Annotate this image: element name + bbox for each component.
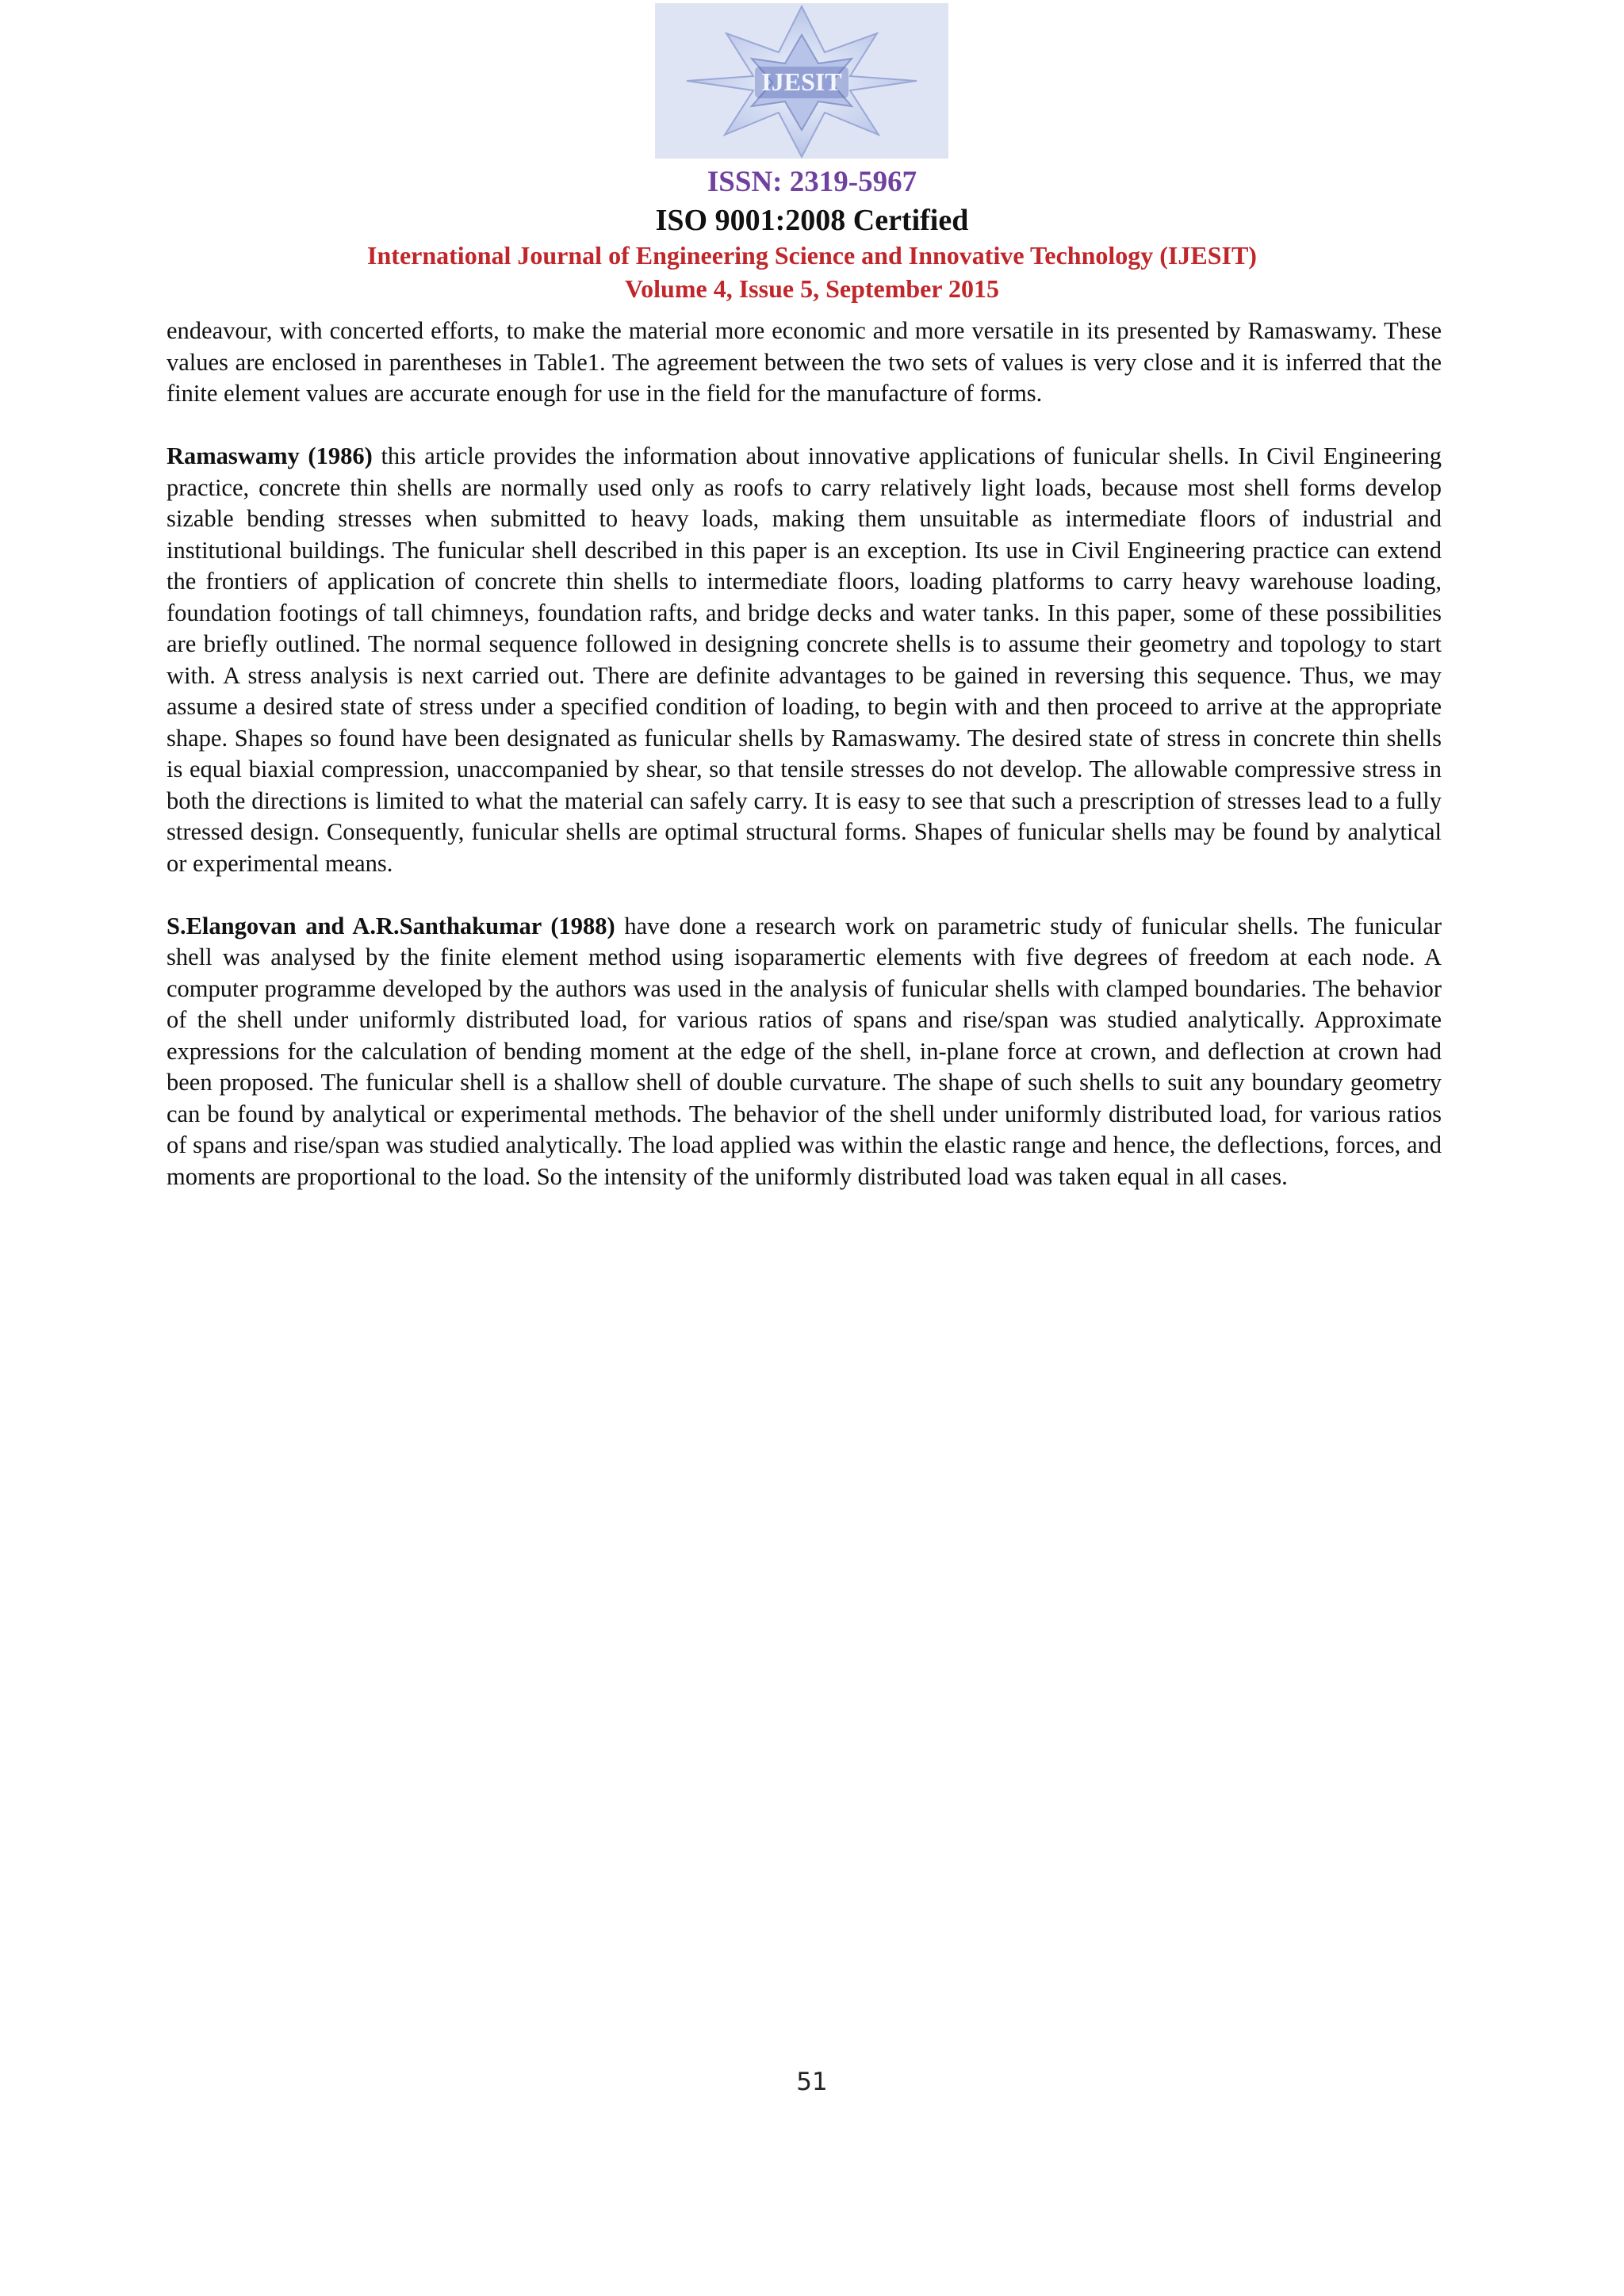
paragraph-2 <box>167 441 1442 879</box>
certification-line: ISO 9001:2008 Certified <box>655 204 969 237</box>
paragraph-2-text: this article provides the information about innovative applications of funicular shells. In Civil Engineering practice, concrete thin shells are normally used only as roofs to carry relatively light loads, because most shell forms develop sizable bending stresses when submitted to heavy loads, making them unsuitable as intermediate floors of industrial and institutional buildings. The funicular shell described in this paper is an exception. Its use in Civil Engineering practice can extend the frontiers of application of concrete thin shells to intermediate floors, loading platforms to carry heavy warehouse loading, foundation footings of tall chimneys, foundation rafts, and bridge decks and water tanks. In this paper, some of these possibilities are briefly outlined. The normal sequence followed in designing concrete shells is to assume their geometry and topology to start with. A stress analysis is next carried out. There are definite advantages to be gained in reversing this sequence. Thus, we may assume a desired state of stress under a specified condition of loading, to begin with and then proceed to arrive at the appropriate shape. Shapes so found have been designated as funicular shells by Ramaswamy. The desired state of stress in concrete thin shells is equal biaxial compression, unaccompanied by shear, so that tensile stresses do not develop. The allowable compressive stress in both the directions is limited to what the material can safely carry. It is easy to see that such a prescription of stresses lead to a fully stressed design. Consequently, funicular shells are optimal structural forms. Shapes of funicular shells may be found by analytical or experimental means. <box>167 442 1442 877</box>
volume-issue: Volume 4, Issue 5, September 2015 <box>624 274 999 303</box>
journal-title: International Journal of Engineering Science and Innovative Technology (IJESIT) <box>367 241 1257 270</box>
paragraph-3-lead: S.Elangovan and A.R.Santhakumar (1988) <box>167 912 615 939</box>
paragraph-3-text: have done a research work on parametric study of funicular shells. The funicular shell was analysed by the finite element method using isoparamertic elements with five degrees of freedom at each node. A computer programme developed by the authors was used in the analysis of funicular shells with clamped boundaries. The behavior of the shell under uniformly distributed load, for various ratios of spans and rise/span was studied analytically. Approximate expressions for the calculation of bending moment at the edge of the shell, in-plane force at crown, and deflection at crown had been proposed. The funicular shell is a shallow shell of double curvature. The shape of such shells to suit any boundary geometry can be found by analytical or experimental methods. The behavior of the shell under uniformly distributed load, for various ratios of spans and rise/span was studied analytically. The load applied was within the elastic range and hence, the deflections, forces, and moments are proportional to the load. So the intensity of the uniformly distributed load was taken equal in all cases. <box>167 912 1442 1190</box>
paragraph-2-lead: Ramaswamy (1986) <box>167 442 373 469</box>
page-number: 51 <box>796 2068 828 2096</box>
paragraph-3 <box>167 911 1442 1193</box>
article-body <box>167 316 1442 1224</box>
logo-text: IJESIT <box>761 67 842 96</box>
paragraph-1: endeavour, with concerted efforts, to make the material more economic and more versatile in its presented by Ramaswamy. These values are enclosed in parentheses in Table1. The agreement between the two sets of values is very close and it is inferred that the finite element values are accurate enough for use in the field for the manufacture of forms. <box>167 317 1442 407</box>
issn-line: ISSN: 2319-5967 <box>707 166 917 198</box>
journal-logo <box>655 3 948 159</box>
